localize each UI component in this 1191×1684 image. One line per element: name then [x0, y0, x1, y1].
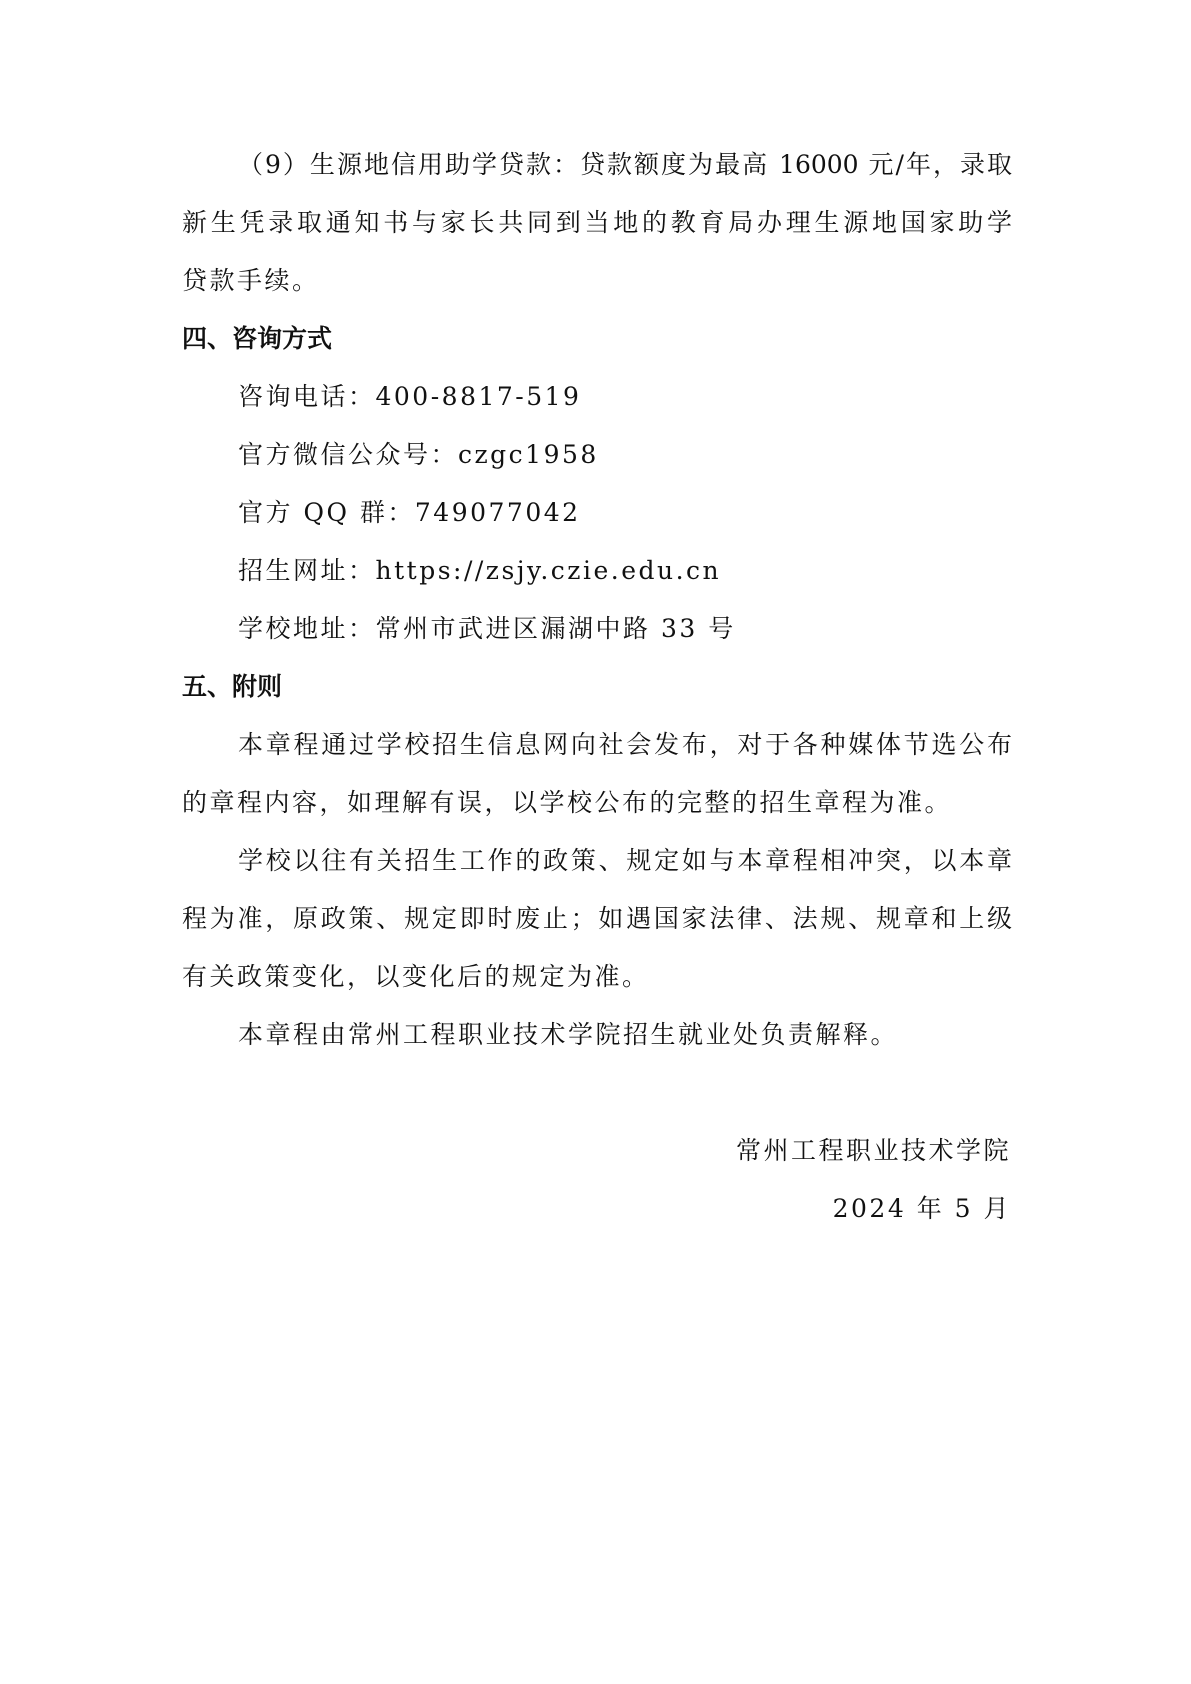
section5-para2-line-1: 学校以往有关招生工作的政策、规定如与本章程相冲突，以本章 [238, 846, 1012, 875]
section5-para2-line-2: 程为准，原政策、规定即时废止；如遇国家法律、法规、规章和上级 [182, 904, 1012, 933]
section5-para3-line-1: 本章程由常州工程职业技术学院招生就业处负责解释。 [238, 1020, 899, 1049]
section5-heading: 五、附则 [182, 672, 283, 701]
section5-para1-line-2: 的章程内容，如理解有误，以学校公布的完整的招生章程为准。 [182, 788, 953, 817]
contact-website: 招生网址：https://zsjy.czie.edu.cn [238, 556, 722, 585]
signature-date: 2024 年 5 月 [832, 1194, 1011, 1223]
contact-qq-group: 官方 QQ 群：749077042 [238, 498, 581, 527]
section4-heading: 四、咨询方式 [182, 324, 333, 353]
contact-address: 学校地址：常州市武进区漏湖中路 33 号 [238, 614, 736, 643]
contact-phone: 咨询电话：400-8817-519 [238, 382, 582, 411]
item9-line-3: 贷款手续。 [182, 266, 320, 295]
contact-wechat: 官方微信公众号：czgc1958 [238, 440, 599, 469]
item9-line-1: （9）生源地信用助学贷款：贷款额度为最高 16000 元/年，录取 [238, 150, 1012, 179]
item9-line-2: 新生凭录取通知书与家长共同到当地的教育局办理生源地国家助学 [182, 208, 1012, 237]
signature-institution: 常州工程职业技术学院 [735, 1136, 1011, 1165]
section5-para2-line-3: 有关政策变化，以变化后的规定为准。 [182, 962, 650, 991]
section5-para1-line-1: 本章程通过学校招生信息网向社会发布，对于各种媒体节选公布 [238, 730, 1012, 759]
